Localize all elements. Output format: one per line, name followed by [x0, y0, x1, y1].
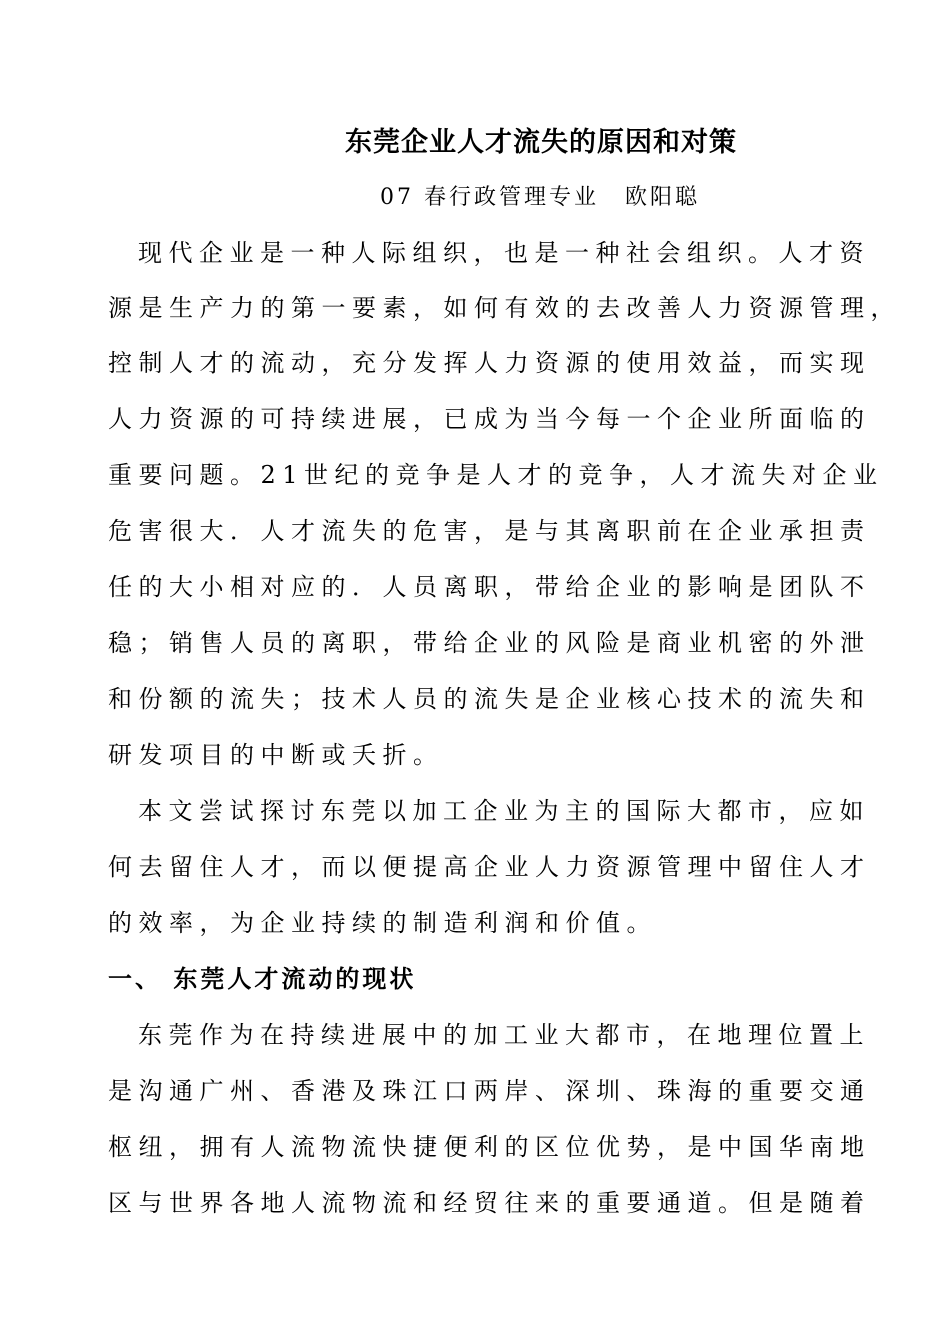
- paragraph-2-line: 本文尝试探讨东莞以加工企业为主的国际大都市，应如: [138, 797, 870, 825]
- byline-author: 欧阳聪: [625, 185, 701, 210]
- paragraph-1-line: 危害很大．人才流失的危害，是与其离职前在企业承担责: [108, 517, 871, 545]
- section-heading: 一、 东莞人才流动的现状: [108, 964, 417, 993]
- byline: [380, 180, 700, 211]
- paragraph-1-line: 和份额的流失；技术人员的流失是企业核心技术的流失和: [108, 685, 871, 713]
- paragraph-1-line: 重要问题。21世纪的竞争是人才的竞争，人才流失对企业: [108, 461, 884, 489]
- paragraph-3-line: 枢纽，拥有人流物流快捷便利的区位优势，是中国华南地: [108, 1133, 871, 1161]
- byline-program: 07 春行政管理专业: [380, 185, 599, 210]
- paragraph-1-line: 稳；销售人员的离职，带给企业的风险是商业机密的外泄: [108, 629, 871, 657]
- paragraph-3-line: 是沟通广州、香港及珠江口两岸、深圳、珠海的重要交通: [108, 1077, 871, 1105]
- document-title: 东莞企业人才流失的原因和对策: [345, 127, 737, 158]
- paragraph-1-line: 人力资源的可持续进展，已成为当今每一个企业所面临的: [108, 405, 871, 433]
- paragraph-1-line: 控制人才的流动，充分发挥人力资源的使用效益，而实现: [108, 349, 871, 377]
- paragraph-2-line: 的效率，为企业持续的制造利润和价值。: [108, 909, 657, 937]
- paragraph-1-line: 源是生产力的第一要素，如何有效的去改善人力资源管理，: [108, 294, 901, 322]
- paragraph-1-line: 现代企业是一种人际组织，也是一种社会组织。人才资: [138, 239, 870, 267]
- paragraph-1-line: 研发项目的中断或夭折。: [108, 741, 444, 769]
- paragraph-3-line: 东莞作为在持续进展中的加工业大都市，在地理位置上: [138, 1021, 870, 1049]
- paragraph-2-line: 何去留住人才，而以便提高企业人力资源管理中留住人才: [108, 853, 871, 881]
- paragraph-3-line: 区与世界各地人流物流和经贸往来的重要通道。但是随着: [108, 1189, 871, 1217]
- paragraph-1-line: 任的大小相对应的．人员离职，带给企业的影响是团队不: [108, 573, 871, 601]
